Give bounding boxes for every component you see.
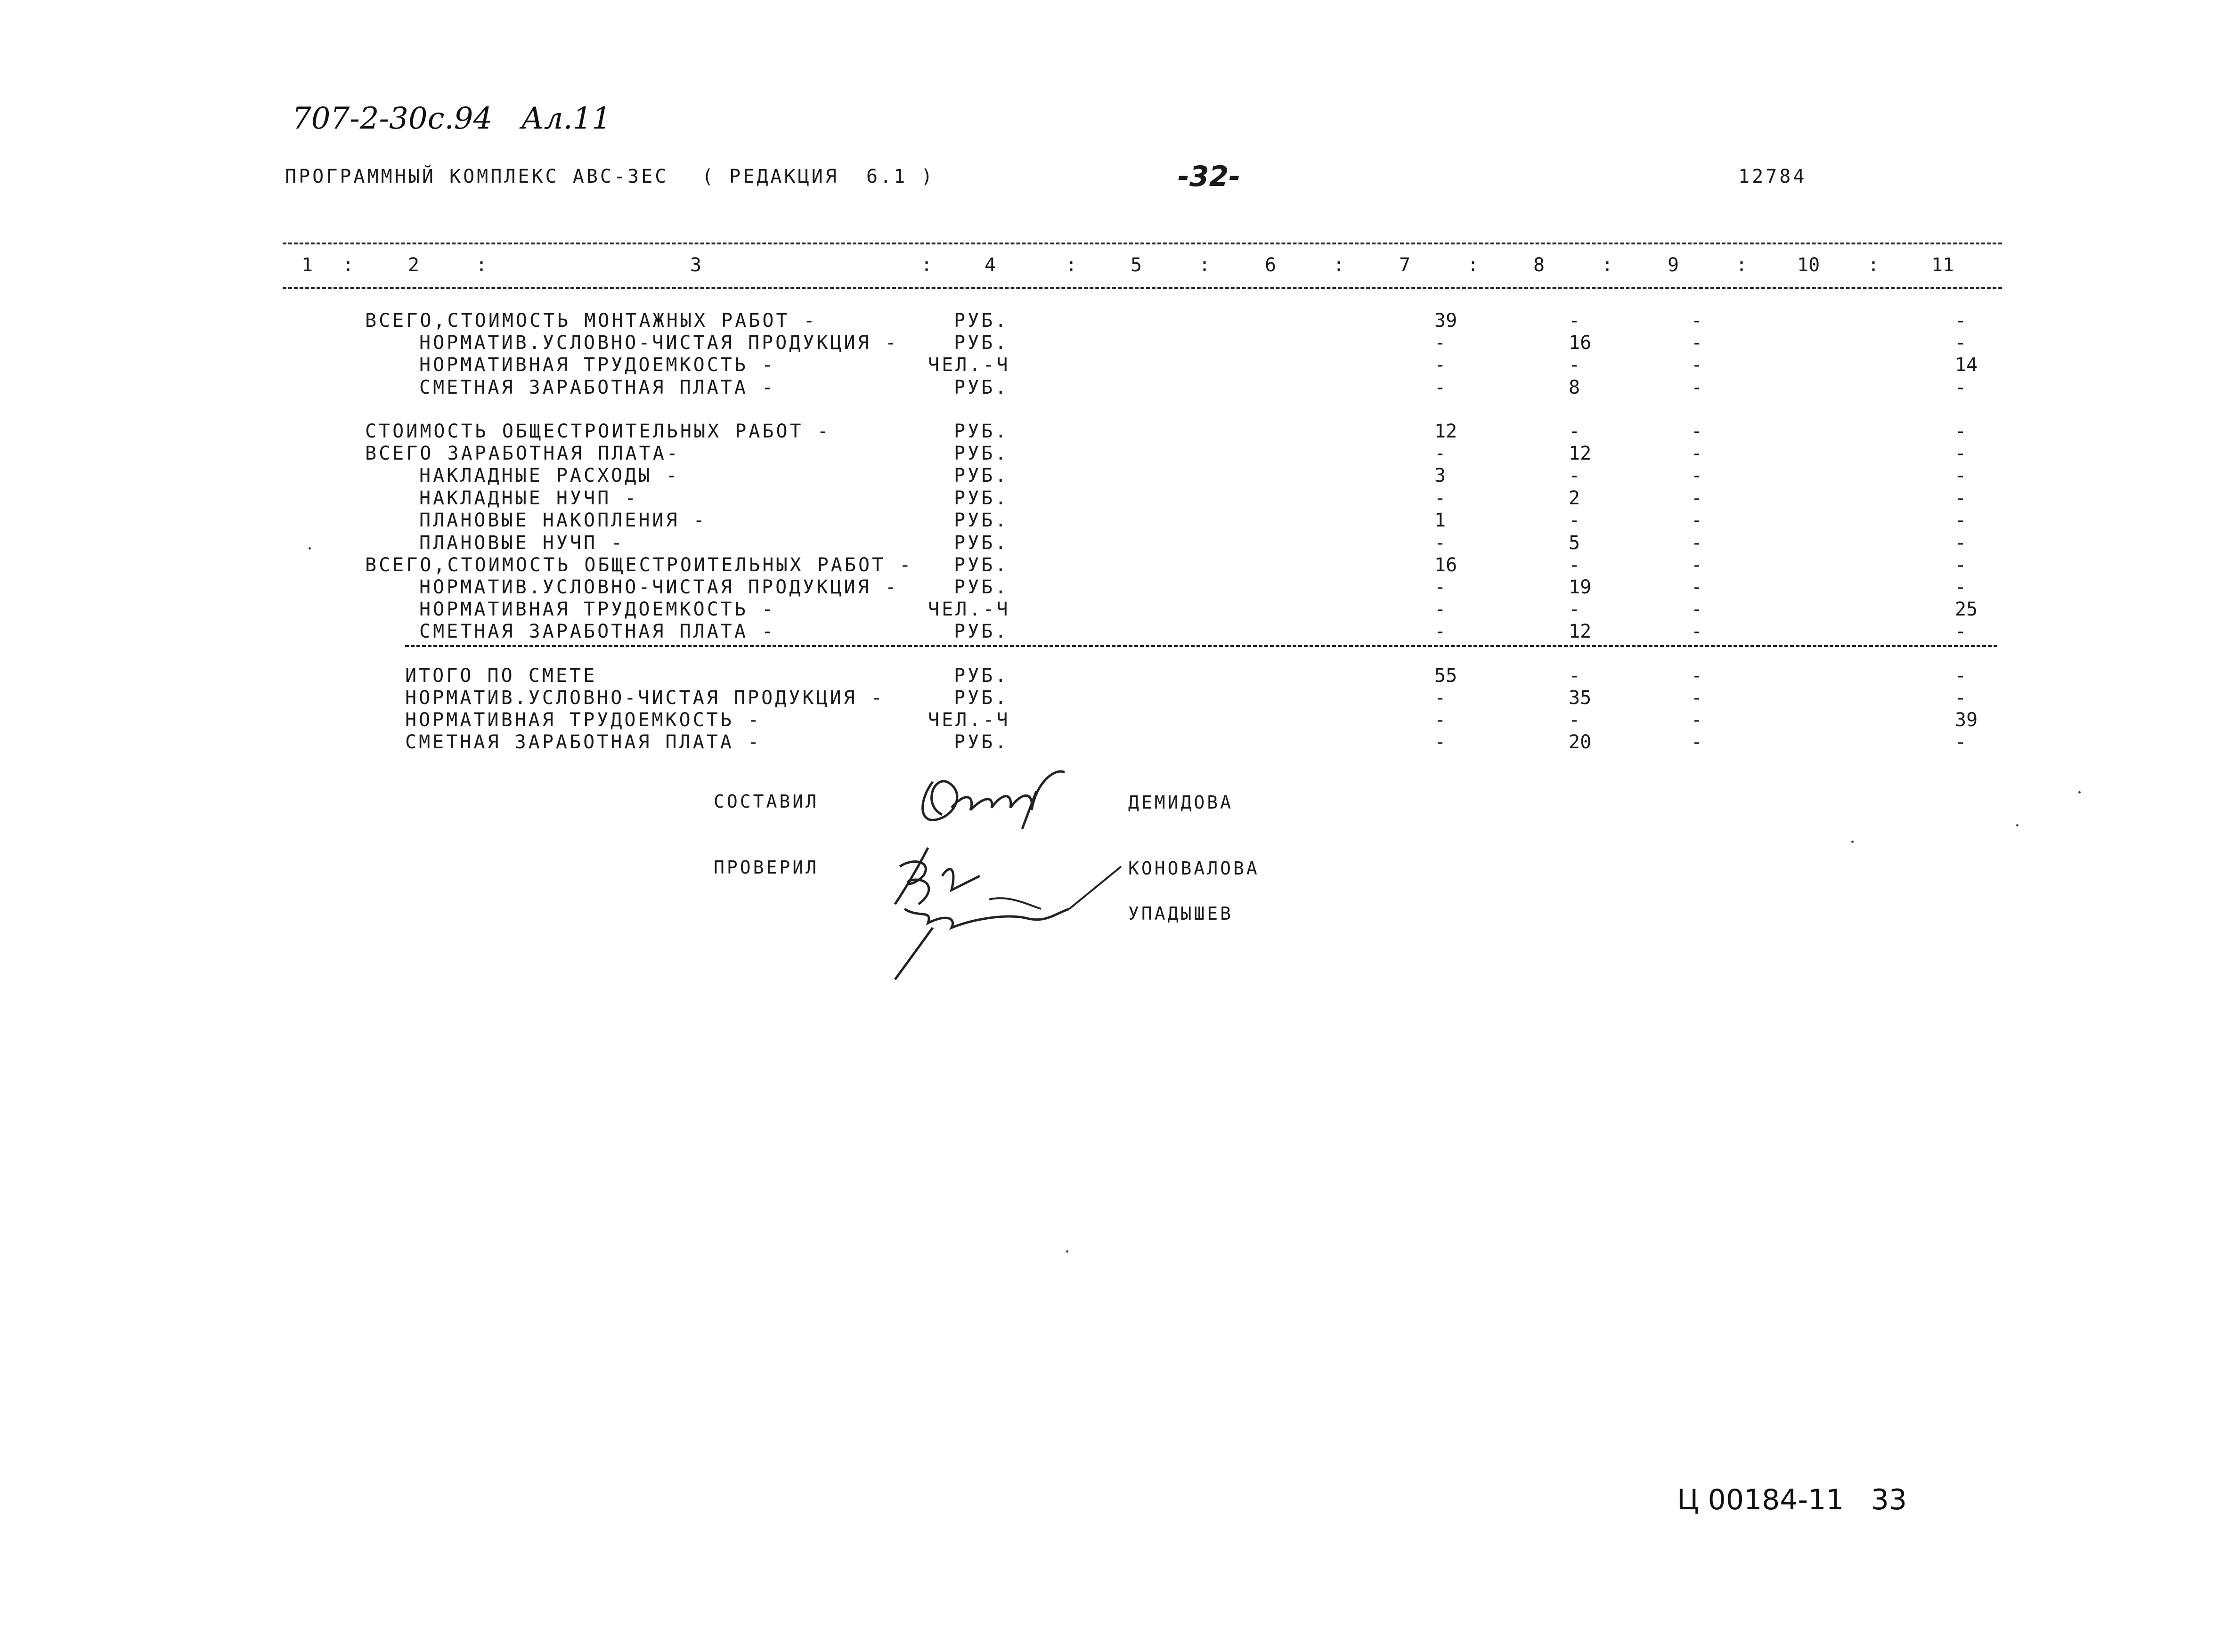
program-title: ПРОГРАММНЫЙ КОМПЛЕКС АВС-ЗЕС bbox=[285, 166, 669, 187]
page-number: -32- bbox=[1178, 160, 1241, 193]
row-unit: РУБ. bbox=[954, 665, 1009, 687]
column-number: 10 bbox=[1797, 254, 1820, 276]
scan-speck bbox=[1066, 1250, 1068, 1253]
row-value-col-11: - bbox=[1955, 465, 1967, 486]
row-value-col-7: 1 bbox=[1434, 510, 1446, 531]
scan-speck bbox=[2016, 824, 2019, 826]
row-value-col-9: - bbox=[1691, 510, 1703, 531]
column-number: 6 bbox=[1265, 254, 1277, 276]
column-separator: : bbox=[1199, 254, 1211, 276]
row-label: НОРМАТИВНАЯ ТРУДОЕМКОСТЬ - bbox=[419, 599, 776, 620]
row-value-col-7: 55 bbox=[1434, 665, 1457, 687]
checked-signature bbox=[886, 838, 1131, 989]
row-label: НОРМАТИВ.УСЛОВНО-ЧИСТАЯ ПРОДУКЦИЯ - bbox=[419, 576, 899, 598]
document-number: 12784 bbox=[1738, 166, 1807, 187]
row-unit: ЧЕЛ.-Ч bbox=[928, 709, 1010, 731]
row-value-col-8: 12 bbox=[1569, 621, 1592, 642]
row-value-col-11: - bbox=[1955, 687, 1967, 709]
row-label: СМЕТНАЯ ЗАРАБОТНАЯ ПЛАТА - bbox=[419, 621, 776, 642]
row-value-col-8: 2 bbox=[1569, 487, 1580, 509]
row-value-col-7: - bbox=[1434, 354, 1446, 376]
row-value-col-8: - bbox=[1569, 599, 1580, 620]
column-number: 11 bbox=[1931, 254, 1954, 276]
row-value-col-9: - bbox=[1691, 310, 1703, 332]
row-unit: РУБ. bbox=[954, 465, 1009, 486]
compiled-label: СОСТАВИЛ bbox=[714, 791, 819, 812]
row-value-col-9: - bbox=[1691, 332, 1703, 354]
row-value-col-11: - bbox=[1955, 665, 1967, 687]
row-value-col-8: 20 bbox=[1569, 731, 1592, 753]
row-label: СТОИМОСТЬ ОБЩЕСТРОИТЕЛЬНЫХ РАБОТ - bbox=[365, 421, 831, 442]
column-number: 7 bbox=[1399, 254, 1411, 276]
edition-label: ( РЕДАКЦИЯ 6.1 ) bbox=[702, 166, 935, 187]
row-value-col-8: - bbox=[1569, 665, 1580, 687]
column-number: 2 bbox=[408, 254, 420, 276]
row-label: НОРМАТИВНАЯ ТРУДОЕМКОСТЬ - bbox=[419, 354, 776, 376]
checked-name-1: КОНОВАЛОВА bbox=[1128, 858, 1260, 879]
row-label: ПЛАНОВЫЕ НУЧП - bbox=[419, 532, 625, 554]
row-value-col-7: - bbox=[1434, 443, 1446, 464]
row-value-col-7: - bbox=[1434, 731, 1446, 753]
table-header-rule bbox=[283, 287, 2002, 289]
row-unit: РУБ. bbox=[954, 332, 1009, 354]
column-separator: : bbox=[476, 254, 488, 276]
column-number: 5 bbox=[1131, 254, 1142, 276]
row-value-col-11: - bbox=[1955, 332, 1967, 354]
scan-speck bbox=[309, 547, 311, 550]
row-value-col-7: - bbox=[1434, 621, 1446, 642]
row-value-col-9: - bbox=[1691, 709, 1703, 731]
row-value-col-11: 14 bbox=[1955, 354, 1978, 376]
row-unit: РУБ. bbox=[954, 576, 1009, 598]
row-value-col-8: 5 bbox=[1569, 532, 1580, 554]
row-label: НАКЛАДНЫЕ НУЧП - bbox=[419, 487, 639, 509]
row-value-col-8: - bbox=[1569, 554, 1580, 576]
column-separator: : bbox=[1333, 254, 1345, 276]
row-value-col-8: - bbox=[1569, 310, 1580, 332]
column-separator: : bbox=[1066, 254, 1077, 276]
column-separator: : bbox=[342, 254, 354, 276]
column-number: 8 bbox=[1533, 254, 1545, 276]
table-top-rule bbox=[283, 243, 2002, 244]
row-value-col-7: - bbox=[1434, 687, 1446, 709]
row-value-col-8: 19 bbox=[1569, 576, 1592, 598]
row-value-col-8: 8 bbox=[1569, 377, 1580, 398]
row-value-col-8: - bbox=[1569, 354, 1580, 376]
row-value-col-11: - bbox=[1955, 487, 1967, 509]
row-unit: РУБ. bbox=[954, 421, 1009, 442]
row-value-col-7: - bbox=[1434, 332, 1446, 354]
totals-rule bbox=[405, 645, 1997, 647]
row-unit: РУБ. bbox=[954, 554, 1009, 576]
row-value-col-9: - bbox=[1691, 421, 1703, 442]
row-value-col-8: - bbox=[1569, 510, 1580, 531]
row-value-col-7: 12 bbox=[1434, 421, 1457, 442]
row-value-col-9: - bbox=[1691, 576, 1703, 598]
row-value-col-11: - bbox=[1955, 532, 1967, 554]
row-value-col-8: - bbox=[1569, 465, 1580, 486]
row-label: СМЕТНАЯ ЗАРАБОТНАЯ ПЛАТА - bbox=[405, 731, 762, 753]
row-value-col-7: - bbox=[1434, 532, 1446, 554]
row-label: ВСЕГО ЗАРАБОТНАЯ ПЛАТА- bbox=[365, 443, 680, 464]
compiled-signature bbox=[914, 763, 1093, 834]
row-label: ВСЕГО,СТОИМОСТЬ ОБЩЕСТРОИТЕЛЬНЫХ РАБОТ - bbox=[365, 554, 913, 576]
row-value-col-11: - bbox=[1955, 576, 1967, 598]
row-unit: РУБ. bbox=[954, 687, 1009, 709]
column-separator: : bbox=[1467, 254, 1479, 276]
checked-label: ПРОВЕРИЛ bbox=[714, 857, 819, 878]
row-value-col-9: - bbox=[1691, 443, 1703, 464]
column-number: 9 bbox=[1668, 254, 1679, 276]
row-unit: РУБ. bbox=[954, 510, 1009, 531]
row-value-col-7: - bbox=[1434, 599, 1446, 620]
row-value-col-8: 12 bbox=[1569, 443, 1592, 464]
row-value-col-11: - bbox=[1955, 621, 1967, 642]
row-unit: ЧЕЛ.-Ч bbox=[928, 599, 1010, 620]
row-unit: РУБ. bbox=[954, 532, 1009, 554]
row-value-col-7: - bbox=[1434, 377, 1446, 398]
row-value-col-7: 39 bbox=[1434, 310, 1457, 332]
row-value-col-8: - bbox=[1569, 709, 1580, 731]
row-value-col-11: - bbox=[1955, 443, 1967, 464]
row-value-col-11: 39 bbox=[1955, 709, 1978, 731]
row-value-col-9: - bbox=[1691, 465, 1703, 486]
row-value-col-11: - bbox=[1955, 510, 1967, 531]
row-value-col-9: - bbox=[1691, 354, 1703, 376]
row-label: ВСЕГО,СТОИМОСТЬ МОНТАЖНЫХ РАБОТ - bbox=[365, 310, 817, 332]
row-value-col-9: - bbox=[1691, 599, 1703, 620]
row-value-col-7: 3 bbox=[1434, 465, 1446, 486]
row-unit: РУБ. bbox=[954, 731, 1009, 753]
column-number: 4 bbox=[985, 254, 996, 276]
footer-archive-code: Ц 00184-11 33 bbox=[1677, 1483, 1907, 1516]
column-separator: : bbox=[1868, 254, 1880, 276]
row-value-col-11: - bbox=[1955, 377, 1967, 398]
compiled-name: ДЕМИДОВА bbox=[1128, 792, 1234, 813]
column-separator: : bbox=[1736, 254, 1748, 276]
row-value-col-7: 16 bbox=[1434, 554, 1457, 576]
row-value-col-8: - bbox=[1569, 421, 1580, 442]
row-value-col-9: - bbox=[1691, 532, 1703, 554]
row-value-col-9: - bbox=[1691, 665, 1703, 687]
row-unit: РУБ. bbox=[954, 377, 1009, 398]
row-label: СМЕТНАЯ ЗАРАБОТНАЯ ПЛАТА - bbox=[419, 377, 776, 398]
row-label: НОРМАТИВ.УСЛОВНО-ЧИСТАЯ ПРОДУКЦИЯ - bbox=[405, 687, 885, 709]
row-label: НОРМАТИВ.УСЛОВНО-ЧИСТАЯ ПРОДУКЦИЯ - bbox=[419, 332, 899, 354]
row-unit: РУБ. bbox=[954, 487, 1009, 509]
scan-speck bbox=[1851, 841, 1854, 843]
row-value-col-9: - bbox=[1691, 487, 1703, 509]
row-label: НАКЛАДНЫЕ РАСХОДЫ - bbox=[419, 465, 680, 486]
row-unit: РУБ. bbox=[954, 443, 1009, 464]
scan-speck bbox=[2078, 791, 2081, 794]
column-number: 3 bbox=[690, 254, 702, 276]
row-value-col-7: - bbox=[1434, 576, 1446, 598]
row-value-col-9: - bbox=[1691, 621, 1703, 642]
row-value-col-11: - bbox=[1955, 310, 1967, 332]
row-value-col-7: - bbox=[1434, 709, 1446, 731]
row-value-col-8: 16 bbox=[1569, 332, 1592, 354]
row-unit: РУБ. bbox=[954, 621, 1009, 642]
column-separator: : bbox=[921, 254, 933, 276]
row-value-col-11: - bbox=[1955, 421, 1967, 442]
checked-name-2: УПАДЫШЕВ bbox=[1128, 903, 1234, 924]
row-value-col-11: 25 bbox=[1955, 599, 1978, 620]
row-value-col-9: - bbox=[1691, 731, 1703, 753]
row-value-col-9: - bbox=[1691, 687, 1703, 709]
row-label: ПЛАНОВЫЕ НАКОПЛЕНИЯ - bbox=[419, 510, 707, 531]
document-code: 707-2-30с.94 Ал.11 bbox=[292, 101, 611, 136]
row-value-col-11: - bbox=[1955, 554, 1967, 576]
row-unit: ЧЕЛ.-Ч bbox=[928, 354, 1010, 376]
row-value-col-9: - bbox=[1691, 554, 1703, 576]
row-label: НОРМАТИВНАЯ ТРУДОЕМКОСТЬ - bbox=[405, 709, 762, 731]
row-unit: РУБ. bbox=[954, 310, 1009, 332]
column-separator: : bbox=[1602, 254, 1613, 276]
row-label: ИТОГО ПО СМЕТЕ bbox=[405, 665, 597, 687]
row-value-col-8: 35 bbox=[1569, 687, 1592, 709]
row-value-col-11: - bbox=[1955, 731, 1967, 753]
row-value-col-7: - bbox=[1434, 487, 1446, 509]
column-number: 1 bbox=[301, 254, 313, 276]
row-value-col-9: - bbox=[1691, 377, 1703, 398]
